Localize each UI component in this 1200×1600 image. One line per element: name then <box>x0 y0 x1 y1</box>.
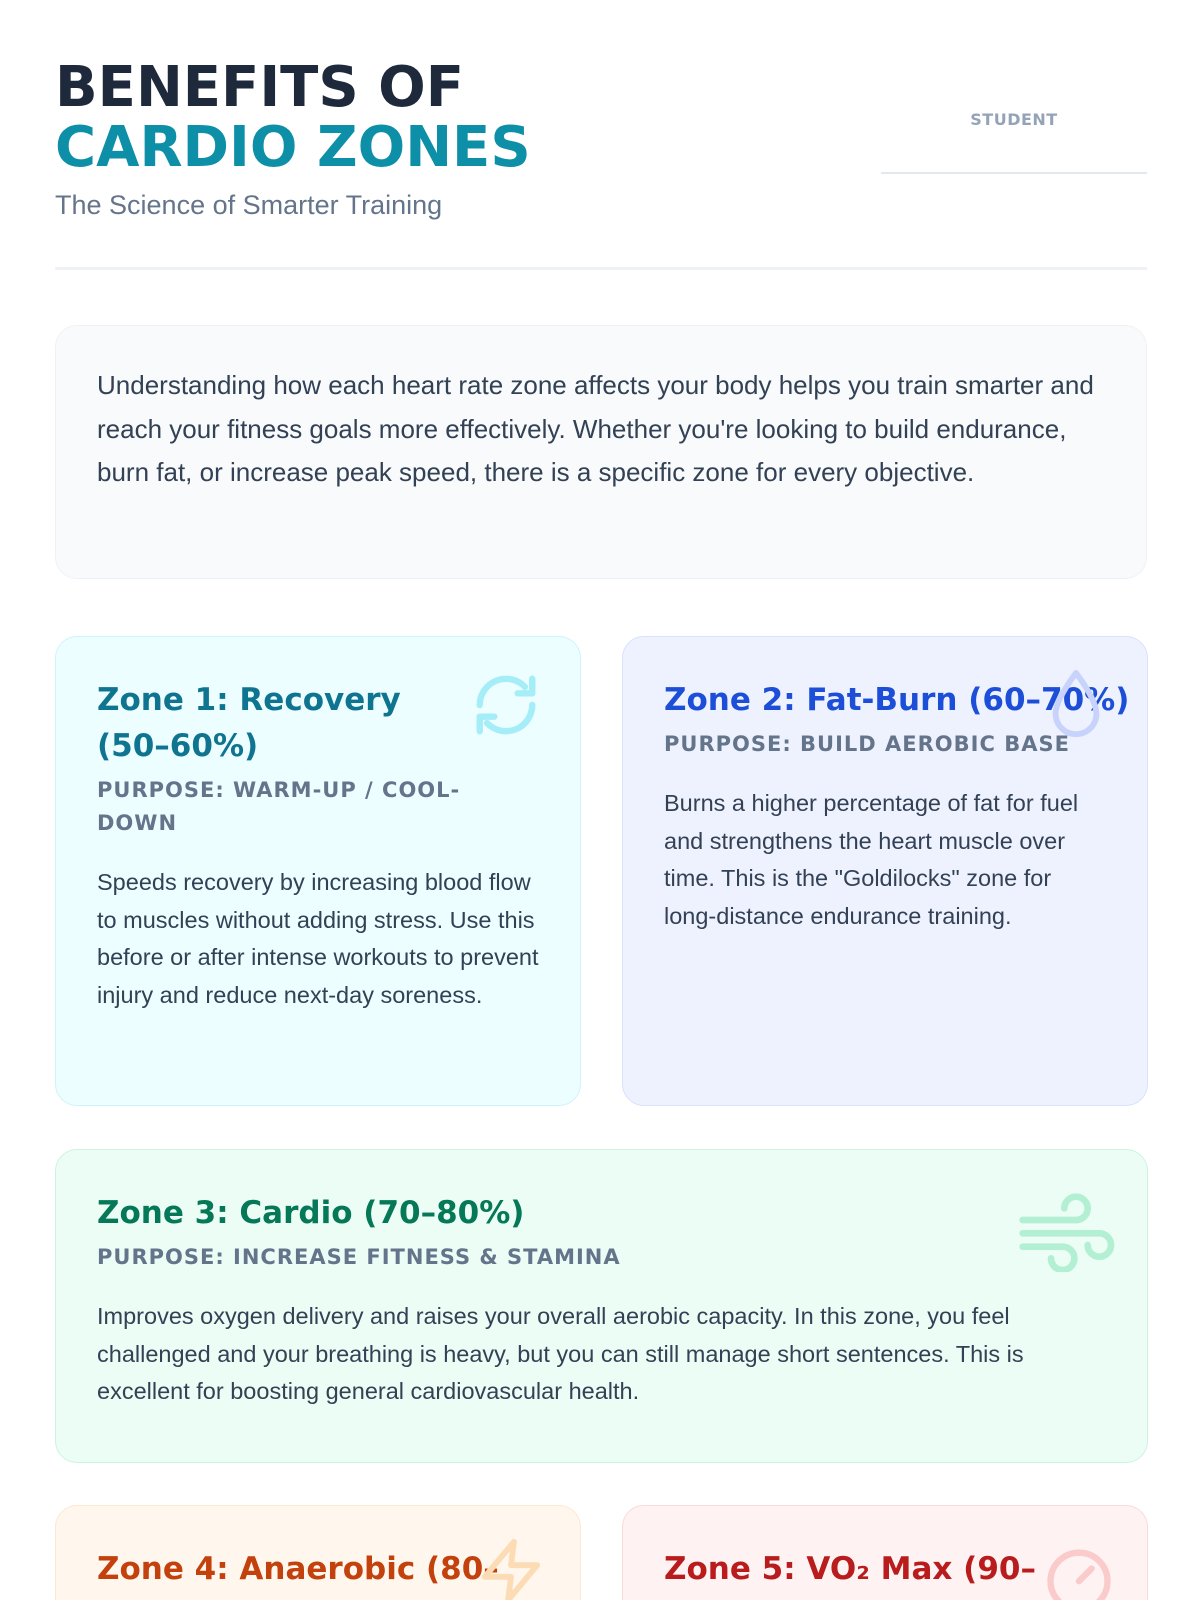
zone-4-title: Zone 4: Anaerobic (80– <box>97 1551 499 1587</box>
student-label: STUDENT <box>970 110 1058 129</box>
zone-2-description: Burns a higher percentage of fat for fuel and strengthens the heart muscle over time. This is the "Goldilocks" zone for long-distance endurance training. <box>664 790 1079 929</box>
droplet-icon <box>1041 667 1111 743</box>
page-title-line-1: BENEFITS OF <box>55 55 465 120</box>
header-divider <box>55 267 1147 270</box>
intro-box <box>55 325 1147 579</box>
lightning-icon <box>476 1536 546 1600</box>
zone-3-title: Zone 3: Cardio (70–80%) <box>97 1195 525 1231</box>
zone-2-card <box>622 636 1148 1106</box>
zone-1-description: Speeds recovery by increasing blood flow to muscles without adding stress. Use this before or after intense workouts to prevent injury and reduce next-day soreness. <box>97 869 539 1008</box>
zone-2-purpose: PURPOSE: BUILD AEROBIC BASE <box>664 732 1070 756</box>
zone-3-description: Improves oxygen delivery and raises your overall aerobic capacity. In this zone, you feel challenged and your breathing is heavy, but you can still manage short sentences. This is excellent for boosting general cardiovascular health. <box>97 1303 1024 1404</box>
page-title-line-2: CARDIO ZONES <box>55 115 531 180</box>
page-subtitle: The Science of Smarter Training <box>55 190 443 220</box>
wind-icon <box>1016 1188 1116 1272</box>
zone-3-purpose: PURPOSE: INCREASE FITNESS & STAMINA <box>97 1245 621 1269</box>
gauge-icon <box>1041 1540 1117 1600</box>
zone-2-title: Zone 2: Fat-Burn (60–70%) <box>664 682 1130 718</box>
zone-4-card <box>55 1505 581 1600</box>
zone-5-title: Zone 5: VO₂ Max (90– <box>664 1551 1036 1587</box>
intro-text: Understanding how each heart rate zone affects your body helps you train smarter and reach your fitness goals more effectively. Whether you're looking to build endurance, burn fat, or increase peak speed, there is a specific zone for every objective. <box>97 370 1094 487</box>
zone-5-card <box>622 1505 1148 1600</box>
zone-1-card <box>55 636 581 1106</box>
zone-3-card <box>55 1149 1148 1463</box>
student-name-field[interactable] <box>881 58 1147 174</box>
page-header <box>55 55 1147 270</box>
zone-1-purpose: PURPOSE: WARM-UP / COOL-DOWN <box>97 778 461 835</box>
zone-1-title: Zone 1: Recovery (50–60%) <box>97 682 401 764</box>
refresh-icon <box>471 670 541 740</box>
